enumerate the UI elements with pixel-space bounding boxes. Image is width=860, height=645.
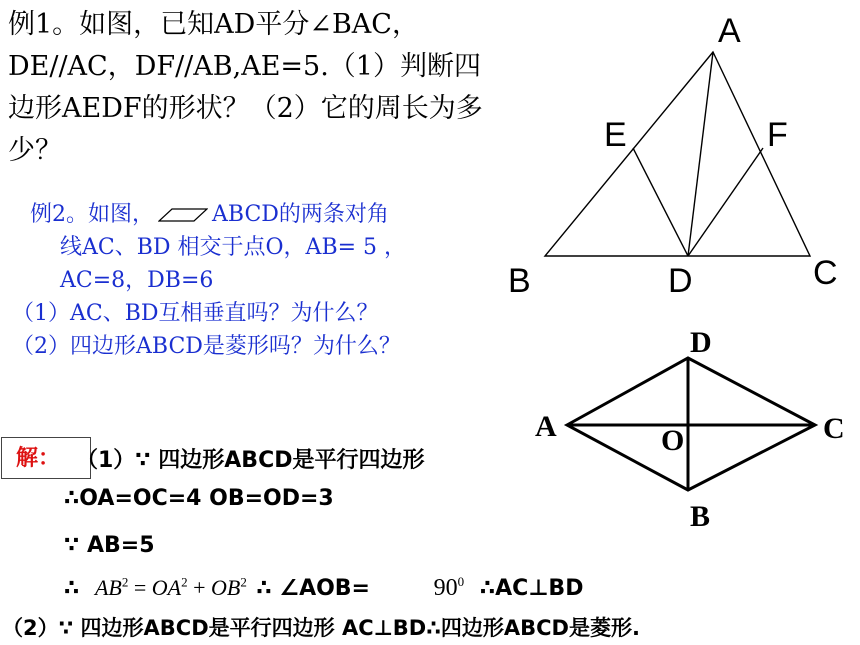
example1-line-1: 例1。如图，已知AD平分∠BAC， xyxy=(8,9,419,40)
triangle-label-e: E xyxy=(604,116,627,154)
example2-question-2: （2）四边形ABCD是菱形吗？为什么？ xyxy=(12,334,401,359)
triangle-label-a: A xyxy=(718,12,741,50)
example1-line-4: 少？ xyxy=(8,135,62,166)
solution-line-4 xyxy=(64,574,583,602)
rhombus-label-b: B xyxy=(690,500,711,533)
triangle-label-c: C xyxy=(813,254,838,292)
therefore-symbol: ∴ xyxy=(64,576,80,601)
rhombus-label-c: C xyxy=(823,412,845,445)
solution-line-5: （2）∵ 四边形ABCD是平行四边形 AC⊥BD∴四边形ABCD是菱形. xyxy=(2,616,640,640)
angle-aob-label: ∴ ∠AOB= xyxy=(256,576,370,601)
example2-line-2: 线AC、BD 相交于点O，AB= 5 ， xyxy=(60,235,407,260)
rhombus-label-o: O xyxy=(661,424,685,457)
triangle-label-d: D xyxy=(668,262,693,300)
rhombus-label-d: D xyxy=(690,326,712,359)
triangle-label-f: F xyxy=(767,116,788,154)
angle-degree-value: $90^0$ xyxy=(433,574,465,601)
example1-line-3: 边形AEDF的形状？（2）它的周长为多 xyxy=(8,93,483,124)
ac-perpendicular-bd: ∴AC⊥BD xyxy=(479,576,584,601)
triangle-label-b: B xyxy=(508,262,531,300)
example2-line-3: AC=8，DB=6 xyxy=(60,268,214,293)
solution-tag: 解： xyxy=(1,437,91,479)
solution-line-1: （1）∵ 四边形ABCD是平行四边形 xyxy=(76,448,425,473)
pythagoras-formula: $AB^2 = OA^2 + OB^2$ xyxy=(94,574,247,600)
example2-line-1-rest: ABCD的两条对角 xyxy=(212,202,389,227)
solution-line-2: ∴OA=OC=4 OB=OD=3 xyxy=(64,486,334,511)
rhombus-label-a: A xyxy=(535,410,557,443)
solution-line-3: ∵ AB=5 xyxy=(64,533,155,558)
example2-prefix: 例2。如图， xyxy=(30,202,154,227)
example1-line-2: DE//AC，DF//AB,AE=5.（1）判断四 xyxy=(8,51,481,82)
example2-question-1: （1）AC、BD互相垂直吗？为什么？ xyxy=(12,301,379,326)
